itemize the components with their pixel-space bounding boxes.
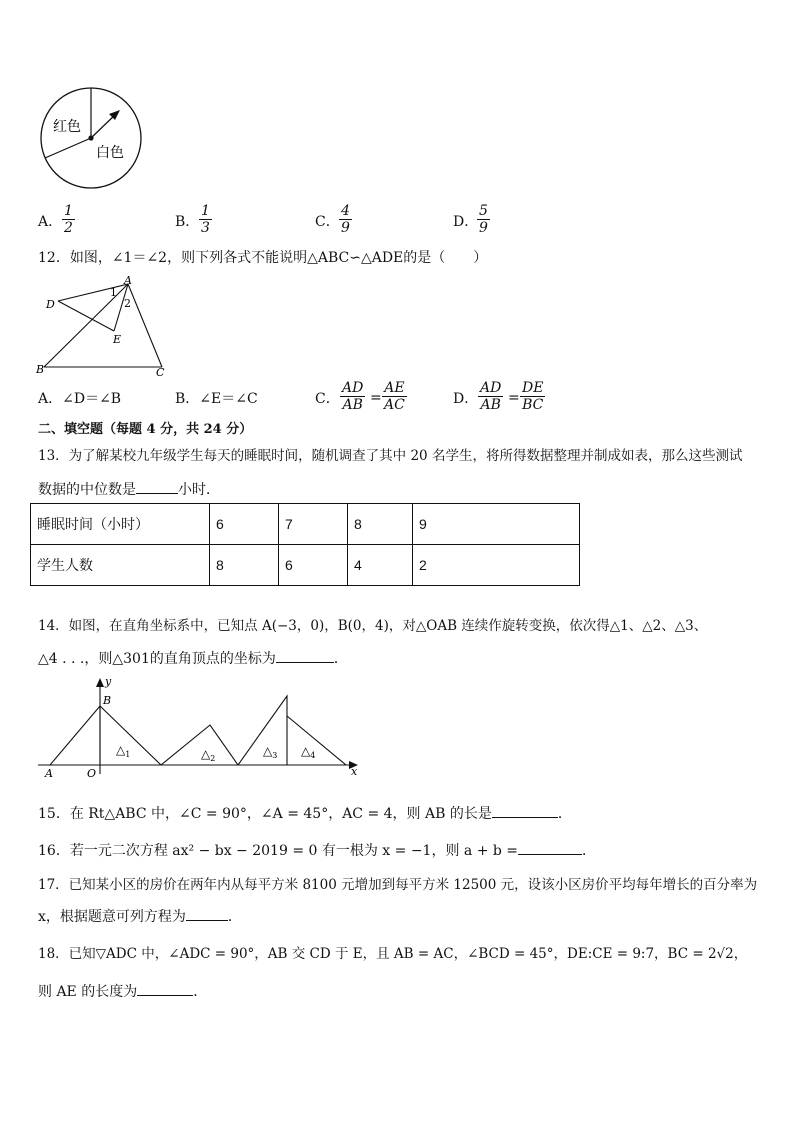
fraction-den: BC [522,397,544,413]
table-cell: 睡眠时间（小时） [31,504,210,545]
answer-blank [136,479,178,494]
q17-line2-b: ． [227,909,242,925]
triangle-1 [100,706,161,765]
fraction-den: 2 [64,220,73,236]
fraction-num: AD [480,380,502,396]
fraction-num: 4 [341,203,350,219]
q13-line2 [38,479,220,499]
q12-option-a: A．∠D＝∠B [38,391,122,407]
q12-option-d-right-fraction [520,380,545,413]
q11-option-a: A． [38,214,63,230]
table-row [31,545,580,586]
table-cell: 8 [348,504,413,545]
label-x: x [351,765,358,778]
table-cell: 4 [348,545,413,586]
q12-option-b: B．∠E＝∠C [175,391,258,407]
q14-rotation-figure [36,674,366,784]
spinner-label-white: 白色 [96,144,124,160]
q11-option-c-fraction [339,203,352,236]
table-cell: 2 [413,545,580,586]
q16-line [38,840,596,860]
table-cell: 6 [210,504,279,545]
y-axis-arrow-icon [96,678,104,687]
spinner-label-red: 红色 [53,118,81,134]
q12-triangle-figure [36,274,171,378]
fraction-den: AC [384,397,405,413]
answer-blank [276,648,334,663]
label-B: B [103,694,112,707]
label-angle-2: 2 [124,297,131,310]
fraction-num: 1 [201,203,210,219]
label-triangle-3: $\triangle_3$ [263,744,278,760]
label-triangle-4: $\triangle_4$ [301,744,316,760]
spinner-divider-lower [45,138,91,158]
q11-option-d-fraction [477,203,490,236]
spinner-center-dot [88,135,93,140]
fraction-den: AB [480,397,501,413]
answer-blank [492,803,558,818]
label-A: A [45,767,53,780]
q12-option-d-left-fraction [478,380,503,413]
table-cell: 8 [210,545,279,586]
label-angle-1: 1 [110,286,117,299]
fraction-den: 9 [341,220,350,236]
q17-line2-a: x，根据题意可列方程为 [38,909,186,925]
q11-option-d: D． [453,214,479,230]
label-triangle-1: $\triangle_1$ [116,743,131,759]
q16-end: ． [582,843,597,859]
q12-question: 12．如图，∠1＝∠2，则下列各式不能说明△ABC∽△ADE的是（ ） [38,250,488,266]
q12-option-c-label: C． [315,391,340,407]
q13-line1: 13．为了解某校九年级学生每天的睡眠时间，随机调查了其中 20 名学生，将所得数据整理并制成如表，那么这些测试 [38,448,743,464]
q15-text: 15．在 Rt△ABC 中，∠C = 90°，∠A = 45°，AC = 4，则 AB 的长是 [38,806,492,822]
label-O: O [87,767,97,780]
fraction-den: 3 [201,220,210,236]
q11-option-b-fraction [199,203,212,236]
q16-text: 16．若一元二次方程 ax² − bx − 2019 = 0 有一根为 x = −1，则 a + b = [38,843,519,859]
label-C: C [156,366,165,378]
table-cell: 7 [279,504,348,545]
answer-blank [518,840,582,855]
answer-blank [137,981,193,996]
section-title: 二、填空题（每题 4 分，共 24 分） [38,422,253,437]
q17-line2 [38,906,242,926]
q14-line2-a: △4 . . .，则△301的直角顶点的坐标为 [38,651,276,667]
q17-line1: 17．已知某小区的房价在两年内从每平方米 8100 元增加到每平方米 12500 元，设该小区房价平均每年增长的百分率为 [38,877,758,893]
q15-end: ． [557,806,572,822]
label-B: B [36,363,45,376]
q13-line2-b: 小时． [178,482,220,498]
fraction-num: DE [522,380,544,396]
equals-sign: = [508,390,520,406]
table-cell: 9 [413,504,580,545]
q14-line2 [38,648,348,668]
fraction-den: AB [342,397,363,413]
fraction-num: 5 [479,203,488,219]
triangle-OAB [50,706,100,765]
q12-option-c-right-fraction [382,380,407,413]
table-cell: 6 [279,545,348,586]
q18-line2-b: ． [193,984,208,1000]
q18-line2-a: 则 AE 的长度为 [38,984,138,1000]
triangle-2 [161,725,238,765]
q12-option-d-label: D． [453,391,479,407]
q14-line1: 14．如图，在直角坐标系中，已知点 A(−3，0)，B(0，4)，对△OAB 连续作旋转变换，依次得△1、△2、△3、 [38,618,708,634]
q14-line2-b: ． [333,651,348,667]
q18-line1: 18．已知▽ADC 中，∠ADC = 90°，AB 交 CD 于 E，且 AB = AC，∠BCD = 45°，DE:CE = 9:7，BC = 2√2， [38,946,748,962]
answer-blank [186,906,228,921]
fraction-num: 1 [64,203,73,219]
q18-line2 [38,981,207,1001]
sleep-data-table [30,503,580,586]
label-triangle-2: $\triangle_2$ [201,747,216,763]
label-E: E [113,333,122,346]
label-D: D [46,298,55,311]
table-cell: 学生人数 [31,545,210,586]
q11-spinner-figure [38,86,146,190]
label-A: A [124,274,132,287]
q11-option-b: B． [175,214,200,230]
fraction-den: 9 [479,220,488,236]
q13-line2-a: 数据的中位数是 [38,482,136,498]
q11-option-a-fraction [62,203,75,236]
q12-option-c-left-fraction [340,380,365,413]
fraction-num: AE [382,380,407,397]
triangle-4 [287,716,346,765]
label-y: y [105,675,112,688]
fraction-num: AD [342,380,364,396]
q15-line [38,803,572,823]
q11-option-c: C． [315,214,340,230]
equals-sign: = [370,390,382,406]
table-row [31,504,580,545]
